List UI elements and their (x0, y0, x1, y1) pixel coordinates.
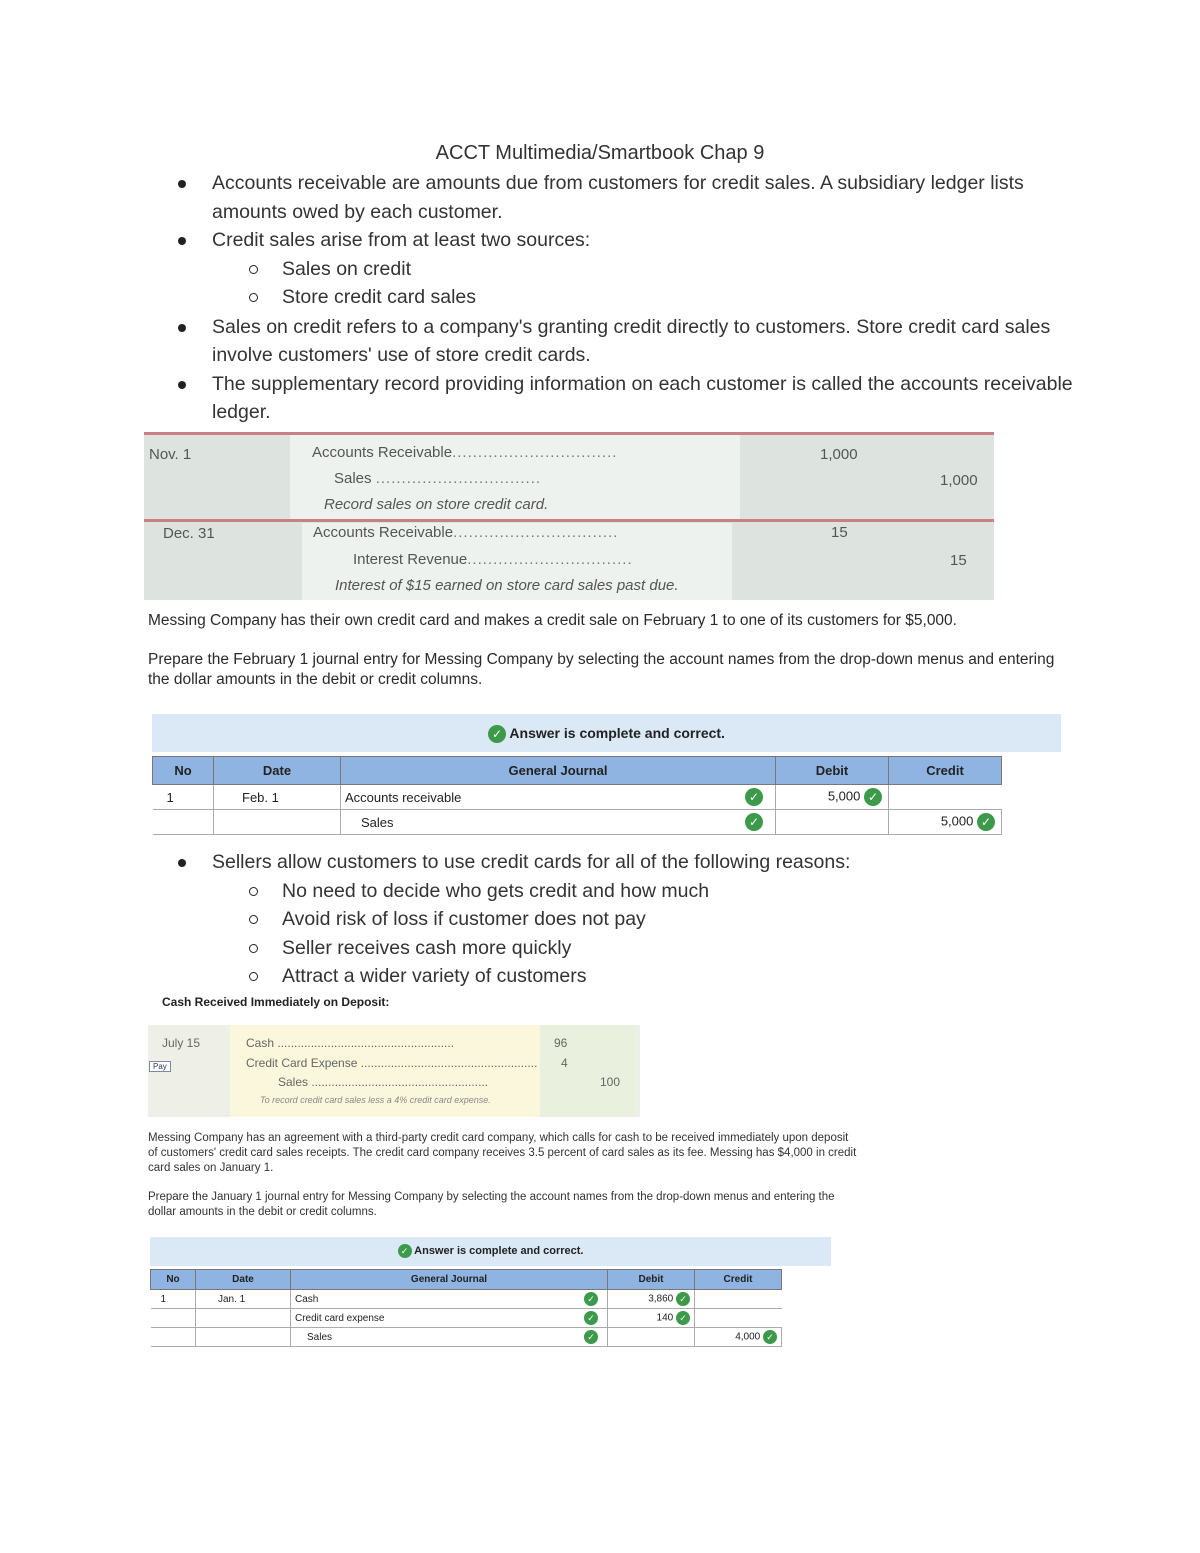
pay-tag: Pay (149, 1061, 171, 1072)
column-header: Credit (695, 1270, 782, 1290)
bullet-icon (178, 324, 186, 332)
check-icon: ✓ (676, 1292, 690, 1306)
credit-input[interactable] (695, 1290, 782, 1309)
list-item: Sales on credit refers to a company's granting credit directly to customers. Store credit card sales involve customers' use of store credit cards. (176, 313, 1076, 370)
table-row (153, 810, 1002, 835)
ledger-image-cash-deposit (146, 995, 641, 1117)
row-date (196, 1309, 291, 1328)
table-row (153, 785, 1002, 810)
answer-banner: ✓ Answer is complete and correct. (152, 714, 1061, 752)
problem-text: Messing Company has an agreement with a third-party credit card company, which calls for cash to be received immediately upon deposit of customers' credit card sales receipts. The credit card company receives 3.5 percent of card sales as its fee. Messing has $4,000 in credit card sales on January 1. (148, 1132, 857, 1174)
problem-text: Messing Company has their own credit card and makes a credit sale on February 1 to one of its customers for $5,000. (148, 612, 957, 629)
credit-amount: 1,000 (940, 472, 978, 489)
ledger-heading: Cash Received Immediately on Deposit: (162, 995, 390, 1009)
credit-input[interactable]: 4,000 ✓ (695, 1328, 782, 1347)
check-icon: ✓ (864, 788, 882, 806)
debit-input[interactable]: 3,860 ✓ (608, 1290, 695, 1309)
column-header: Date (196, 1270, 291, 1290)
row-date: Feb. 1 (214, 785, 341, 810)
column-header: Debit (608, 1270, 695, 1290)
check-icon: ✓ (676, 1311, 690, 1325)
debit-amount: 1,000 (820, 446, 858, 463)
column-header: No (151, 1270, 196, 1290)
debit-input[interactable]: 140 ✓ (608, 1309, 695, 1328)
account-select[interactable]: Accounts receivable (341, 785, 734, 810)
bullet-icon (178, 237, 186, 245)
column-header: No (153, 757, 214, 785)
circle-bullet-icon (249, 293, 258, 302)
entry-date: Nov. 1 (149, 446, 192, 463)
problem-instructions: Prepare the January 1 journal entry for Messing Company by selecting the account names from the drop-down menus and entering the dollar amounts in the debit or credit columns. (148, 1191, 835, 1218)
check-icon: ✓ (977, 813, 995, 831)
circle-bullet-icon (249, 265, 258, 274)
entry-date: Dec. 31 (163, 525, 215, 542)
account-select[interactable]: Credit card expense (291, 1309, 576, 1328)
row-number (153, 810, 214, 835)
list-item: Sales on credit (176, 255, 1076, 284)
list-item: No need to decide who gets credit and how much (176, 877, 1076, 906)
credit-input[interactable] (695, 1309, 782, 1328)
bullet-icon (178, 381, 186, 389)
column-header: Date (214, 757, 341, 785)
table-row (151, 1328, 782, 1347)
account-name: Cash ..................................................... (246, 1036, 455, 1050)
page-title: ACCT Multimedia/Smartbook Chap 9 (435, 142, 765, 164)
debit-amount: 4 (561, 1056, 568, 1070)
list-item: Seller receives cash more quickly (176, 934, 1076, 963)
debit-amount: 15 (831, 524, 848, 541)
column-header: Credit (889, 757, 1002, 785)
circle-bullet-icon (249, 972, 258, 981)
credit-amount: 100 (600, 1075, 621, 1089)
credit-input[interactable] (889, 785, 1002, 810)
list-item: Sellers allow customers to use credit cards for all of the following reasons: (176, 848, 1076, 877)
circle-bullet-icon (249, 915, 258, 924)
account-name: Sales ..................................................... (278, 1075, 489, 1089)
list-item: Credit sales arise from at least two sources: (176, 226, 1076, 255)
list-item: Attract a wider variety of customers (176, 962, 1076, 991)
column-header: General Journal (291, 1270, 608, 1290)
check-icon: ✓ (584, 1292, 598, 1306)
problem-instructions: Prepare the February 1 journal entry for Messing Company by selecting the account names from the drop-down menus and entering the dollar amounts in the debit or credit columns. (148, 651, 1055, 688)
column-header: Debit (776, 757, 889, 785)
row-date: Jan. 1 (196, 1290, 291, 1309)
row-status (733, 785, 776, 810)
row-status (575, 1309, 608, 1328)
circle-bullet-icon (249, 887, 258, 896)
account-select[interactable]: Sales (341, 810, 734, 835)
row-number (151, 1328, 196, 1347)
notes-list-1 (176, 169, 1076, 427)
column-header: General Journal (341, 757, 776, 785)
journal-table (150, 1269, 782, 1347)
list-item: The supplementary record providing information on each customer is called the accounts receivable ledger. (176, 370, 1076, 427)
account-name: Interest Revenue................................ (353, 551, 633, 568)
ledger-image-store-card (144, 432, 994, 600)
account-name: Accounts Receivable................................ (313, 524, 619, 541)
bullet-icon (178, 859, 186, 867)
check-icon: ✓ (488, 725, 506, 743)
account-select[interactable]: Cash (291, 1290, 576, 1309)
row-number (151, 1309, 196, 1328)
entry-memo: To record credit card sales less a 4% credit card expense. (260, 1095, 491, 1105)
table-row (151, 1309, 782, 1328)
journal-table (152, 756, 1002, 835)
entry-memo: Interest of $15 earned on store card sales past due. (335, 577, 679, 594)
debit-input[interactable]: 5,000 ✓ (776, 785, 889, 810)
check-icon: ✓ (398, 1244, 412, 1258)
check-icon: ✓ (584, 1330, 598, 1344)
table-row (151, 1290, 782, 1309)
answer-banner: ✓ Answer is complete and correct. (150, 1237, 831, 1266)
credit-amount: 15 (950, 552, 967, 569)
bullet-icon (178, 180, 186, 188)
debit-input[interactable] (776, 810, 889, 835)
list-item: Store credit card sales (176, 283, 1076, 312)
entry-memo: Record sales on store credit card. (324, 496, 549, 513)
row-number: 1 (153, 785, 214, 810)
check-icon: ✓ (745, 788, 763, 806)
circle-bullet-icon (249, 944, 258, 953)
check-icon: ✓ (745, 813, 763, 831)
list-item: Accounts receivable are amounts due from customers for credit sales. A subsidiary ledger lists amounts owed by each customer. (176, 169, 1076, 226)
list-item: Avoid risk of loss if customer does not pay (176, 905, 1076, 934)
row-date (196, 1328, 291, 1347)
notes-list-2 (176, 848, 1076, 991)
account-name: Accounts Receivable................................ (312, 444, 618, 461)
check-icon: ✓ (584, 1311, 598, 1325)
row-status (575, 1328, 608, 1347)
account-name: Sales ................................ (334, 470, 542, 487)
debit-input[interactable] (608, 1328, 695, 1347)
debit-amount: 96 (554, 1036, 568, 1050)
row-status (733, 810, 776, 835)
credit-input[interactable]: 5,000 ✓ (889, 810, 1002, 835)
row-status (575, 1290, 608, 1309)
row-date (214, 810, 341, 835)
account-select[interactable]: Sales (291, 1328, 576, 1347)
row-number: 1 (151, 1290, 196, 1309)
account-name: Credit Card Expense ..................................................... (246, 1056, 538, 1070)
check-icon: ✓ (763, 1330, 777, 1344)
entry-date: July 15 (162, 1036, 201, 1050)
